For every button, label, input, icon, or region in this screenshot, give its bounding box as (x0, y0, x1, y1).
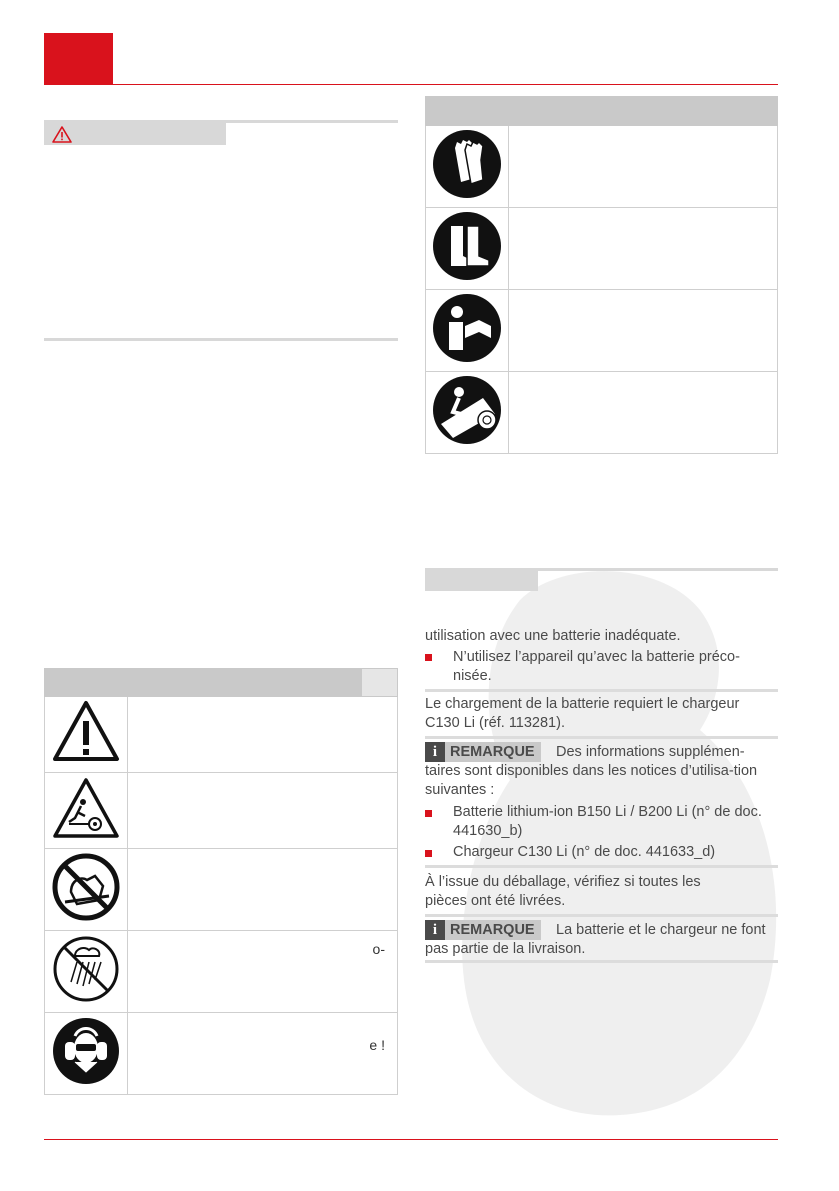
table-row (426, 208, 778, 290)
trunk-cutting-icon (431, 374, 503, 446)
note-text: La batterie et le chargeur ne font pas partie de la livraison. (425, 922, 766, 957)
table-row (426, 126, 778, 208)
meaning-column-header (508, 97, 777, 126)
row-text: o- (127, 931, 397, 1013)
note-text: Des informations supplémen-taires sont disponibles dans les notices d’utilisa-tion suivantes : (425, 744, 758, 798)
chapter-tab (44, 33, 113, 85)
row-text (508, 208, 777, 290)
bullet-marker (425, 810, 432, 817)
table-row (45, 1013, 398, 1095)
row-text (508, 290, 777, 372)
meaning-column-header (127, 669, 361, 697)
no-hands-near-blade-icon (51, 852, 121, 922)
bullet-marker (425, 850, 432, 857)
row-text (508, 372, 777, 454)
table-row (45, 931, 398, 1013)
divider (425, 689, 778, 692)
table-row (426, 372, 778, 454)
row-text (127, 849, 397, 931)
header-filler (362, 669, 398, 697)
divider (425, 736, 778, 739)
warning-bottom-rule (44, 338, 398, 341)
body-paragraph: À l’issue du déballage, vérifiez si toutes les pièces ont été livrées. (425, 874, 701, 909)
read-manual-icon (431, 292, 503, 364)
bullet-marker (425, 654, 432, 661)
divider (425, 914, 778, 917)
no-rain-exposure-icon (51, 934, 121, 1004)
table-row (45, 849, 398, 931)
info-icon: i (425, 920, 445, 940)
right-symbol-table (425, 96, 778, 454)
body-line: utilisation avec une batterie inadéquate. (425, 628, 681, 644)
bullet-text: N’utilisez l’appareil qu’avec la batterie préco- nisée. (453, 649, 740, 684)
body-paragraph: Le chargement de la batterie requiert le chargeur C130 Li (réf. 113281). (425, 696, 740, 731)
wear-safety-boots-icon (431, 210, 503, 282)
row-text (508, 126, 777, 208)
divider (425, 960, 778, 963)
symbol-column-header (426, 97, 509, 126)
row-text: e ! (127, 1013, 397, 1095)
note-label: REMARQUE (450, 744, 535, 760)
symbol-column-header (45, 669, 128, 697)
divider (425, 865, 778, 868)
header-rule (44, 84, 778, 85)
section-label-band (425, 571, 538, 591)
bullet-text: Chargeur C130 Li (n° de doc. 441633_d) (453, 844, 716, 860)
thrown-objects-warning-icon (51, 776, 121, 840)
row-text (127, 697, 397, 773)
row-text (127, 773, 397, 849)
general-warning-icon (51, 697, 121, 767)
bullet-text: Batterie lithium-ion B150 Li / B200 Li (n° de doc. 441630_b) (453, 804, 762, 839)
wear-ear-eye-protection-icon (51, 1016, 121, 1086)
note-label: REMARQUE (450, 922, 535, 938)
footer-rule (44, 1139, 778, 1140)
info-icon: i (425, 742, 445, 762)
table-row (45, 697, 398, 773)
left-symbol-table (44, 668, 398, 1095)
table-row (426, 290, 778, 372)
wear-gloves-icon (431, 128, 503, 200)
warning-triangle-icon (52, 126, 72, 143)
table-row (45, 773, 398, 849)
